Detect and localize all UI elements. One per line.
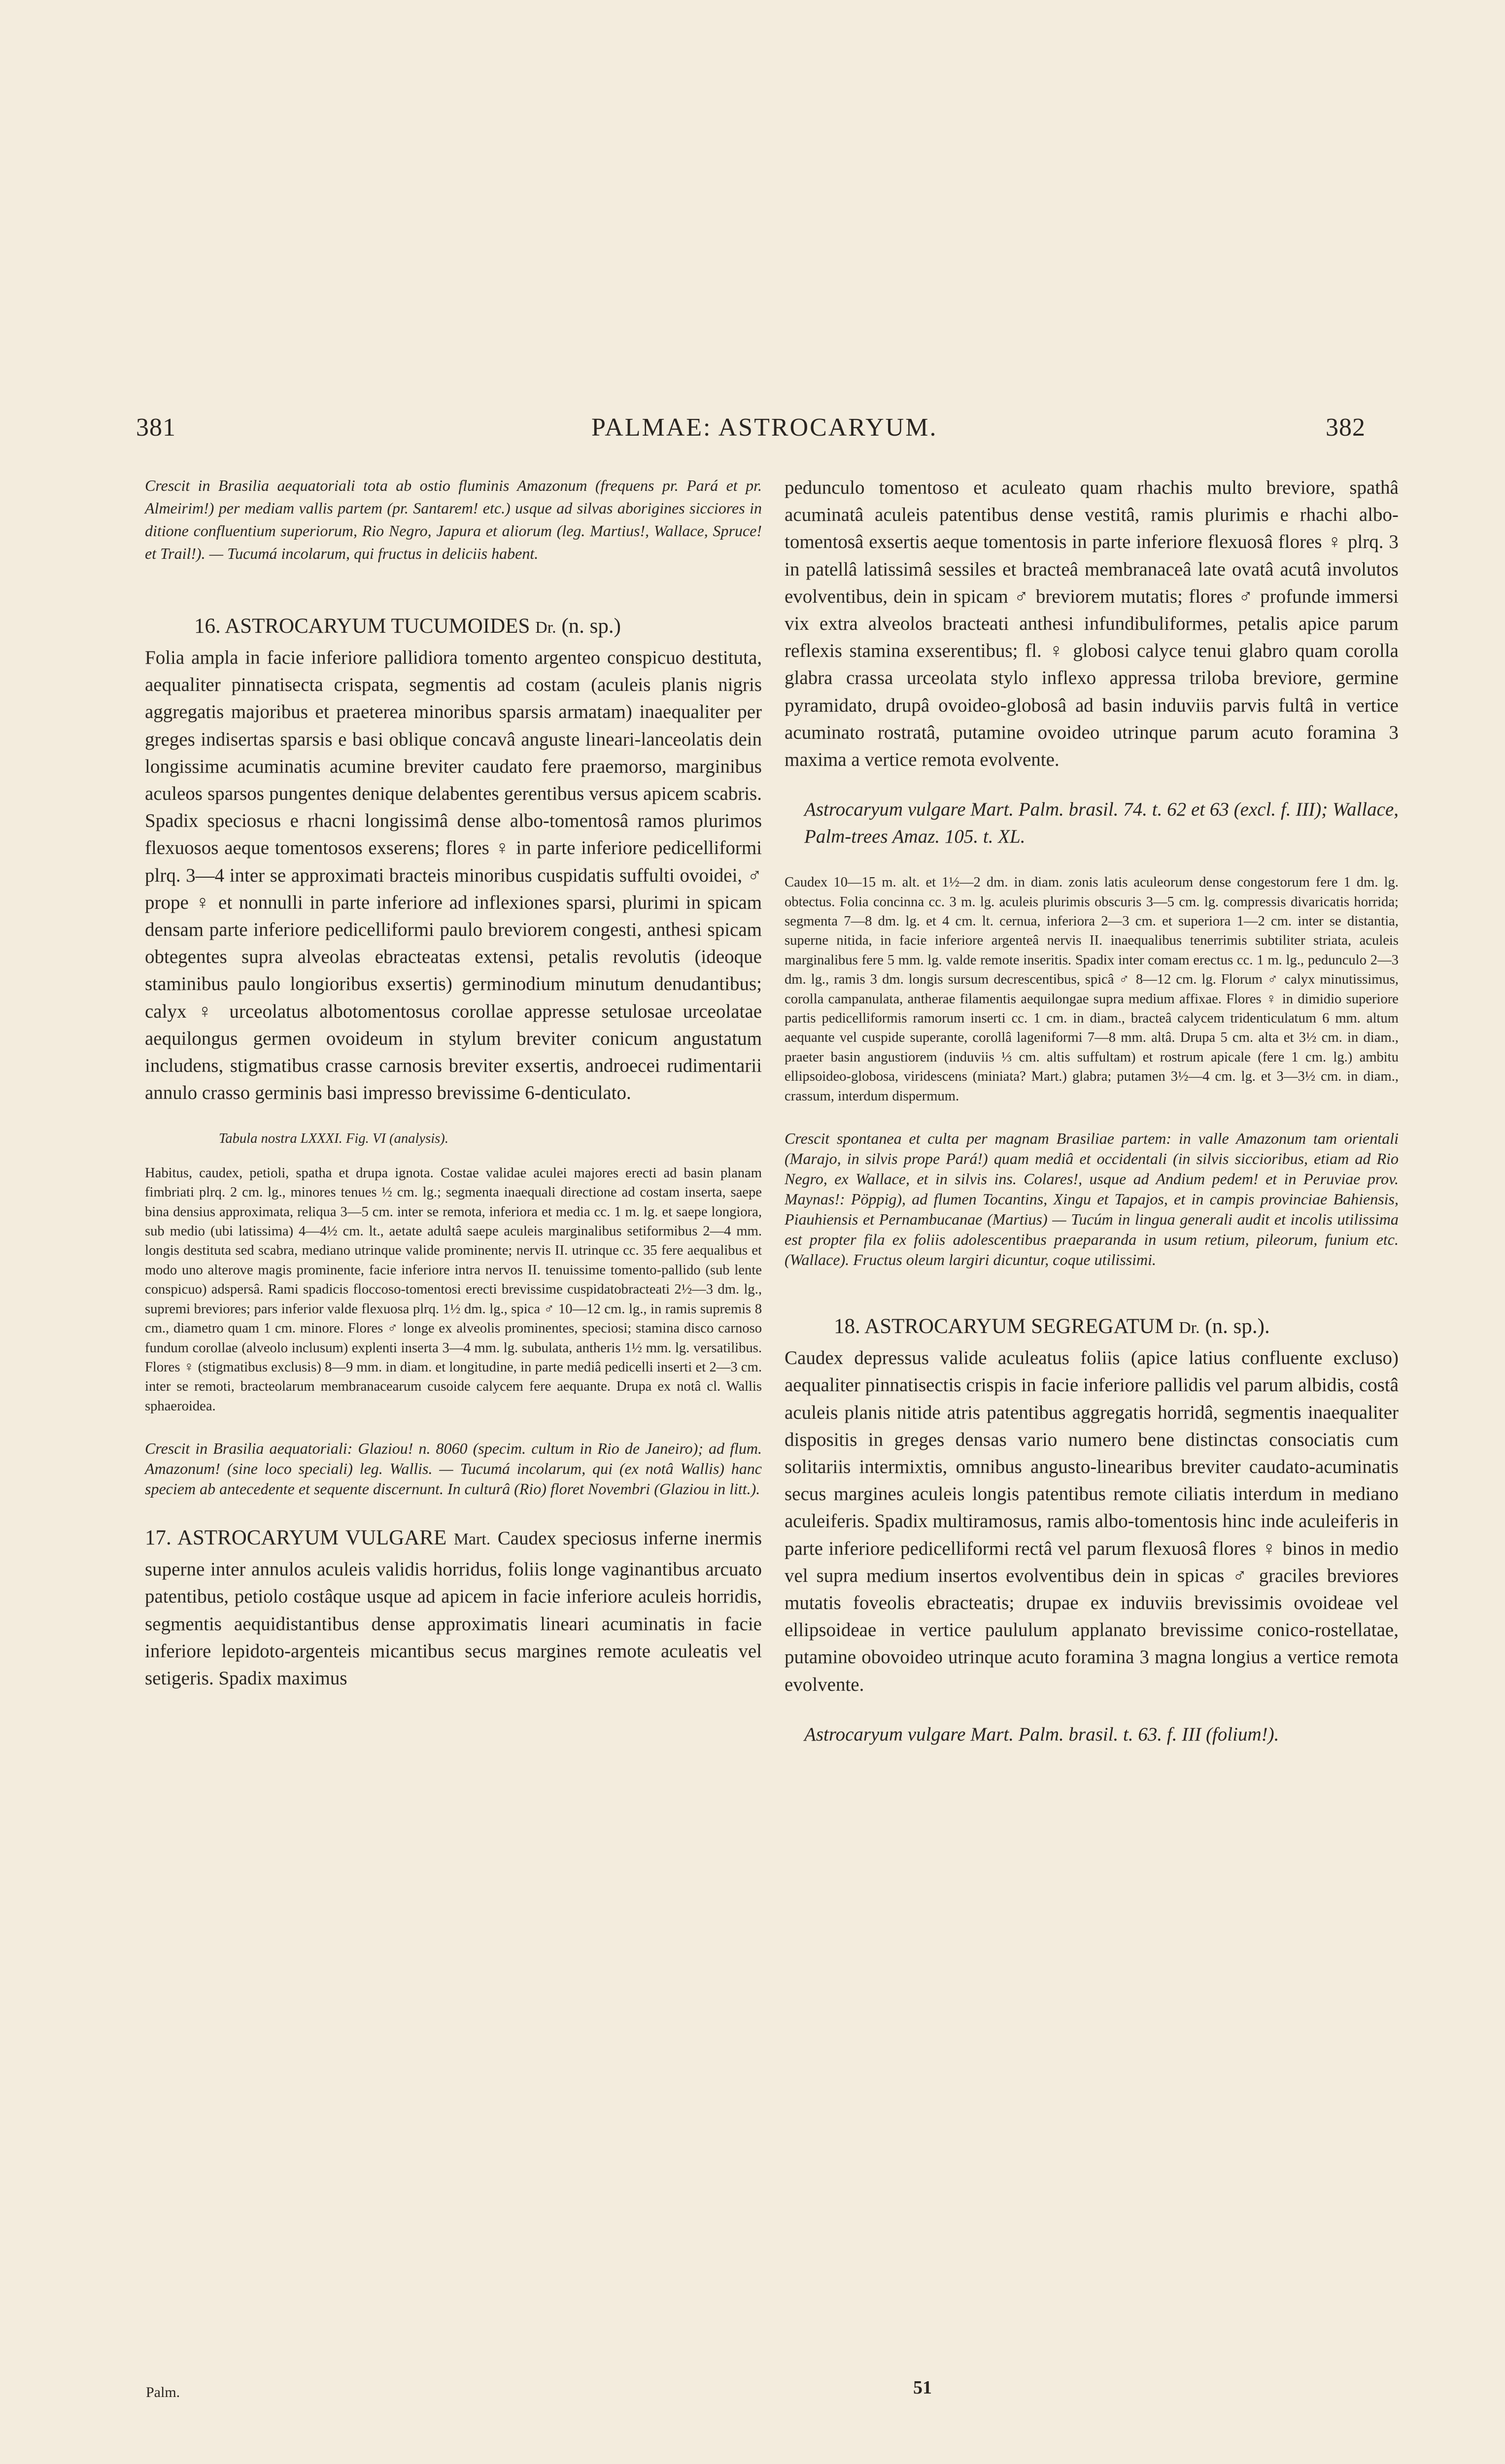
species-17-caudex-notes: Caudex 10—15 m. alt. et 1½—2 dm. in diam. zonis latis aculeorum dense congestorum fere 1 dm. lg. obtectus. Folia concinna cc. 3 m. lg. aculeis plurimis obscuris 3—5 cm. lg. compressis divaricatis horrida; segmenta 7—8 dm. lg. et 4 cm. lt. cernua, inferiora 2—3 cm. et superiora 1—2 cm. inter se distantia, superne nitida, in facie inferiore argenteâ nervis II. inaequalibus tenerrimis subtiliter striata, aculeis marginalibus fere 5 mm. lg. valde remote inseritis. Spadix inter comam erectus cc. 1 m. lg., pedunculo 2—3 dm. lg., ramis 3 dm. longis sursum decrescentibus, spicâ ♂ 8—12 cm. lg. Florum ♂ calyx minutissimus, corolla campanulata, antherae filamentis aequilongae supra medium affixae. Flores ♀ in dimidio superiore partis pedicelliformis ramorum inserti cc. 1 cm. in diam., bracteâ calycem tridenticulatum 6 mm. altum aequante vel cuspide superante, corollâ lageniformi 7—8 mm. altâ. Drupa 5 cm. alta et 3½ cm. in diam., praeter basin angustiorem (induviis ⅓ cm. altis suffultam) et rostrum apicale (fere 1 cm. lg.) ambitu ellipsoideo-globosa, viridescens (miniata? Mart.) glabra; putamen 3½—4 cm. lg. et 3—3½ cm. in diam., crassum, interdum dispermum. xyxy=(785,875,1399,1104)
species-18-name: ASTROCARYUM SEGREGATUM xyxy=(864,1315,1174,1338)
species-17-number: 17. xyxy=(145,1526,171,1550)
intro-distribution: Crescit in Brasilia aequatoriali tota ab ostio fluminis Amazonum (frequens pr. Pará et pr. Almeirim!) per mediam vallis partem (pr. Santarem! etc.) usque ad silvas aborigines sicciores in ditione confluentium superiorum, Rio Negro, Japura et aliorum (leg. Martius!, Wallace, Spruce! et Trail!). — Tucumá incolarum, qui fructus in deliciis habent. xyxy=(145,477,762,562)
species-17-text: Caudex speciosus inferne inermis superne inter annulos aculeis validis horridus, foliis longe vaginantibus arcuato patentibus, petiolo costâque usque ad apicem in facie inferiore aculeis horridis, segmentis aequidistantibus dense approximatis lineari acuminatis in facie inferiore lepidoto-argenteis micantibus secus margines remote aculeatis vel setigeris. Spadix maximus xyxy=(145,1528,762,1689)
species-16-status: (n. sp.) xyxy=(561,615,621,638)
species-16-author: Dr. xyxy=(535,618,556,637)
species-18-author: Dr. xyxy=(1179,1319,1200,1337)
species-17-name: ASTROCARYUM VULGARE xyxy=(177,1526,447,1550)
species-18-reference: Astrocaryum vulgare Mart. Palm. brasil. t. 63. f. III (folium!). xyxy=(804,1723,1279,1745)
species-17-distribution: Crescit spontanea et culta per magnam Brasiliae partem: in valle Amazonum tam orientali (Marajo, in silvis prope Pará!) quam mediâ et occidentali (in silvis siccioribus, etiam ad Rio Negro, ex Wallace, et in silvis ins. Colares!, usque ad Andium pedem! et in Peruviae prov. Maynas!: Pöppig), ad flumen Tocantins, Xingu et Tapajos, et in campis provinciae Bahiensis, Piauhiensis et Pernambucanae (Martius) — Tucúm in lingua generali audit et incolis utilissima est propter fila ex foliis adolescentibus praeparanda in usum retium, pileorum, funium etc. (Wallace). Fructus oleum largiri dicuntur, coque utilissimi. xyxy=(785,1129,1399,1269)
species-17-description-continued: pedunculo tomentoso et aculeato quam rhachis multo breviore, spathâ acuminatâ aculeis patentibus dense vestitâ, ramis plurimis e rhachi albo-tomentosâ exsertis aeque tomentosis in parte inferiore flexuosâ flores ♀ plrq. 3 in patellâ latissimâ sessiles et bracteâ membranaceâ late ovatâ acutâ involutos evolventibus, dein in spicam ♂ breviorem mutatis; flores ♂ profunde immersi vix extra alveolos bracteati anthesi infundibuliformes, petalis apice parum reflexis stamina exserentibus; fl. ♀ globosi calyce tenui glabro quam corolla glabra crassa urceolata stylo inflexo appressa triloba breviore, germine pyramidato, drupâ ovoideo-globosâ ad basin induviis parvis fultâ in vertice acuminato rostratâ, putamine ovoideo utrinque parum acuto foramina 3 maxima a vertice remota evolvente. xyxy=(785,477,1399,771)
species-16-heading xyxy=(145,610,762,644)
species-17-author: Mart. xyxy=(453,1530,491,1549)
species-16-number: 16. xyxy=(194,615,221,638)
sheet-number: 51 xyxy=(913,2377,932,2398)
species-16-distribution: Crescit in Brasilia aequatoriali: Glaziou! n. 8060 (specim. cultum in Rio de Janeiro); ad flum. Amazonum! (sine loco speciali) leg. Wallis. — Tucumá incolarum, qui (ex notâ Wallis) hanc speciem ab antecedente et sequente discernunt. In culturâ (Rio) floret Novembri (Glaziou in litt.). xyxy=(145,1439,762,1498)
species-18-description: Caudex depressus valide aculeatus foliis (apice latius confluente excluso) aequaliter pinnatisectis crispis in facie inferiore pallidis vel parum albidis, costâ aculeis planis nitide atris patentibus aggregatis horridâ, segmentis inaequaliter dispositis in greges densas vario numero bene distinctas consociatis cum solitariis intermixtis, omnibus angusto-linearibus breviter caudato-acuminatis secus margines aculeis longis patentibus remote ciliatis interdum in mediano aculeiferis. Spadix multiramosus, ramis albo-tomentosis hinc inde aculeiferis in parte inferiore pedicelliformi rectâ vel parum flexuosâ flores ♀ binos in medio vel supra medium insertos evolventibus dein in spicas ♂ graciles breviores mutatis foveolis ebracteatis; drupae ex induviis brevissimis ovoideae vel ellipsoideae in vertice paululum applanato brevissime conico-rostellatae, putamine obovoideo utrinque acuto foramina 3 magna longius a vertice remota evolvente. xyxy=(785,1347,1399,1695)
running-title: PALMAE: ASTROCARYUM. xyxy=(591,413,938,442)
species-18-heading xyxy=(785,1310,1399,1344)
species-16-name: ASTROCARYUM TUCUMOIDES xyxy=(225,615,530,638)
species-16-habitus: Habitus, caudex, petioli, spatha et drupa ignota. Costae validae aculei majores erecti ad basin planam fimbriati plrq. 2 cm. lg., minores tenues ½ cm. lg.; segmenta inaequali directione ad costam inserta, saepe bina densius approximata, reliqua 3—5 cm. inter se remota, inferiora et media cc. 1 m. lg. et saepe longiora, sub medio (ubi latissima) 4—4½ cm. lt., aetate adultâ saepe aculeis marginalibus setiformibus 2—4 mm. longis destituta sed scabra, mediano utrinque valide prominente; nervis II. utrinque cc. 35 fere aequalibus et modo uno alterove magis prominente, facie inferiore intra nervos II. tenuissime tomento-pallido (sub lente conspicuo) adspersâ. Rami spadicis floccoso-tomentosi erecti brevissime cuspidatobracteati 2½—3 dm. lg., supremi breviores; pars inferior valde flexuosa plrq. 1½ dm. lg., spica ♂ 10—12 cm. lg., in ramis supremis 8 cm., diametro quam 1 cm. minore. Flores ♂ longe ex alveolis prominentes, speciosi; stamina disco carnoso fundum corollae (alveolo inclusum) explenti inserta 3—4 mm. lg. subulata, antheris 1½ mm. lg. versatilibus. Flores ♀ (stigmatibus exclusis) 8—9 mm. in diam. et longitudine, in parte mediâ pedicelli inserti et 2—3 cm. inter se remoti, bracteolarum membranacearum cusoide calycem fere aequante. Drupa ex notâ cl. Wallis sphaeroidea. xyxy=(145,1165,762,1414)
right-page-number: 382 xyxy=(1326,413,1366,442)
species-17-description xyxy=(145,1522,762,1692)
left-page-number: 381 xyxy=(136,413,176,442)
species-18-status: (n. sp.). xyxy=(1205,1315,1270,1338)
left-column xyxy=(145,474,762,1692)
species-17-reference: Astrocaryum vulgare Mart. Palm. brasil. 74. t. 62 et 63 (excl. f. III); Wallace, Palm-trees Amaz. 105. t. XL. xyxy=(804,799,1399,848)
species-17-heading xyxy=(145,1526,498,1549)
signature-mark: Palm. xyxy=(146,2384,180,2400)
species-18-number: 18. xyxy=(834,1315,860,1338)
species-16-plate: Tabula nostra LXXXI. Fig. VI (analysis). xyxy=(219,1131,448,1147)
right-column xyxy=(785,474,1399,1748)
species-16-description: Folia ampla in facie inferiore pallidiora tomento argenteo conspicuo destituta, aequaliter pinnatisecta crispata, segmentis ad costam (aculeis planis nigris aggregatis majoribus et praeterea minoribus sparsis armatam) inaequaliter per greges indisertas sparsis e basi oblique concavâ anguste lineari-lanceolatis dein longissime acuminatis acumine breviter caudato fere praemorso, marginibus aculeos sparsos pungentes denique delabentes gerentibus versus apicem scabris. Spadix speciosus e rhacni longissimâ dense albo-tomentosâ ramos plurimos flexuosos aeque tomentosos exserens; flores ♀ in parte inferiore pedicelliformi plrq. 3—4 inter se approximati bracteis minoribus cuspidatis suffulti ovoidei, ♂ prope ♀ et nonnulli in parte inferiore ad inflexiones sparsi, plurimi in spicam densam parte inferiore pedicelliformi paulo breviorem congesti, anthesi spicam obtegentes supra alveolas ebracteatas extensi, petalis revolutis (ideoque staminibus paulo longioribus exsertis) germinodium minutum denudantibus; calyx ♀ urceolatus albotomentosus corollae appresse setulosae urceolatae aequilongus germen ovoideum in stylum breviter conicum angustatum includens, stigmatibus crasse carnosis breviter exsertis, androecei rudimentarii annulo crasso germinis basi impresso brevissime 6-denticulato. xyxy=(145,647,762,1104)
